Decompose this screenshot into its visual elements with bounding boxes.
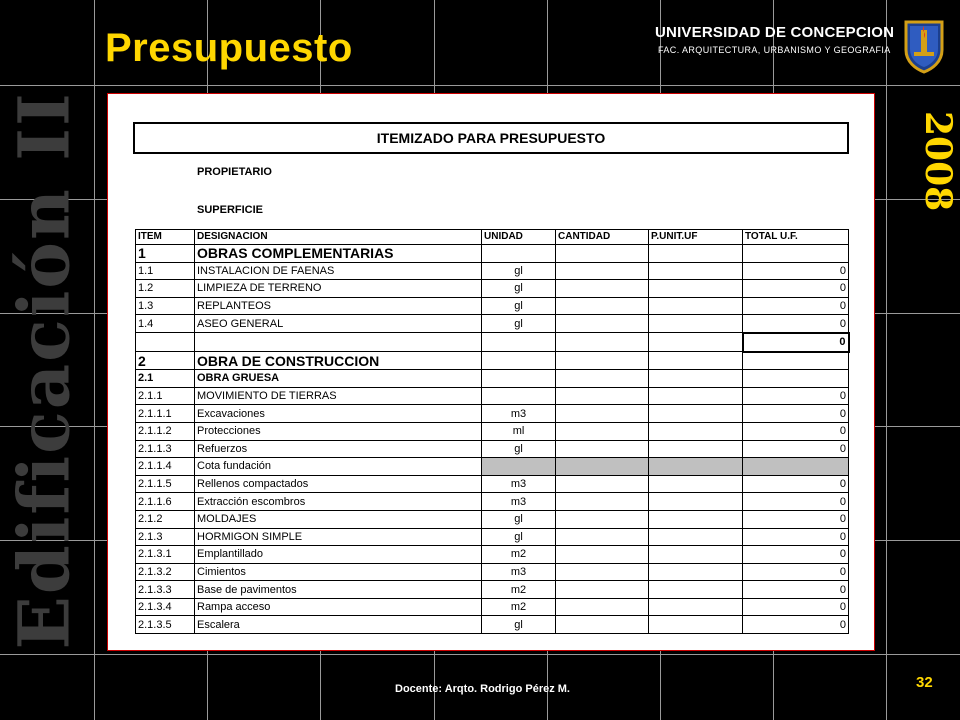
cell-unit-price — [649, 280, 743, 298]
table-row — [136, 315, 849, 333]
cell-item: 2.1.2 — [136, 510, 195, 528]
cell-designation: Emplantillado — [195, 546, 482, 564]
cell-item: 1 — [136, 245, 195, 263]
cell-designation — [195, 333, 482, 352]
cell-item: 2.1.1.4 — [136, 458, 195, 476]
cell-designation: ASEO GENERAL — [195, 315, 482, 333]
cell-item: 2.1.1.3 — [136, 440, 195, 458]
cell-total: 0 — [743, 528, 849, 546]
cell-unit: gl — [482, 262, 556, 280]
cell-unit-price — [649, 546, 743, 564]
cell-unit-price — [649, 598, 743, 616]
cell-quantity — [556, 370, 649, 388]
cell-quantity — [556, 333, 649, 352]
cell-unit: m3 — [482, 405, 556, 423]
university-crest-icon — [900, 16, 948, 74]
course-vertical-title: Edificación II — [2, 91, 86, 650]
cell-item: 2.1.1.1 — [136, 405, 195, 423]
cell-total — [743, 370, 849, 388]
cell-quantity — [556, 352, 649, 370]
header-unit-price: P.UNIT.UF — [649, 230, 743, 245]
cell-item: 2.1.3.2 — [136, 563, 195, 581]
cell-unit-price — [649, 422, 743, 440]
cell-unit-price — [649, 510, 743, 528]
cell-unit-price — [649, 458, 743, 476]
cell-total: 0 — [743, 440, 849, 458]
cell-unit-price — [649, 297, 743, 315]
cell-item: 1.3 — [136, 297, 195, 315]
table-row — [136, 370, 849, 388]
cell-quantity — [556, 440, 649, 458]
cell-total: 0 — [743, 422, 849, 440]
cell-unit: m3 — [482, 493, 556, 511]
cell-total: 0 — [743, 333, 849, 352]
cell-unit-price — [649, 352, 743, 370]
cell-designation: Refuerzos — [195, 440, 482, 458]
cell-item: 1.2 — [136, 280, 195, 298]
cell-unit-price — [649, 440, 743, 458]
cell-unit: m3 — [482, 475, 556, 493]
table-row — [136, 458, 849, 476]
cell-total: 0 — [743, 510, 849, 528]
cell-total: 0 — [743, 563, 849, 581]
table-row — [136, 616, 849, 634]
cell-item: 2.1.3.3 — [136, 581, 195, 599]
table-row — [136, 333, 849, 352]
table-row — [136, 387, 849, 405]
grid-line — [0, 85, 960, 86]
owner-label: PROPIETARIO — [197, 166, 272, 178]
cell-quantity — [556, 493, 649, 511]
cell-quantity — [556, 510, 649, 528]
cell-item: 2.1.1.2 — [136, 422, 195, 440]
cell-total: 0 — [743, 297, 849, 315]
table-row — [136, 528, 849, 546]
cell-designation: REPLANTEOS — [195, 297, 482, 315]
header-unit: UNIDAD — [482, 230, 556, 245]
cell-unit-price — [649, 405, 743, 423]
table-row — [136, 598, 849, 616]
cell-quantity — [556, 546, 649, 564]
table-row — [136, 352, 849, 370]
cell-item: 2.1.3.5 — [136, 616, 195, 634]
cell-unit: ml — [482, 422, 556, 440]
slide-title: Presupuesto — [105, 26, 353, 70]
cell-designation: Rampa acceso — [195, 598, 482, 616]
course-year: 2008 — [917, 111, 959, 212]
cell-quantity — [556, 315, 649, 333]
cell-designation: HORMIGON SIMPLE — [195, 528, 482, 546]
cell-item — [136, 333, 195, 352]
grid-line — [0, 654, 960, 655]
budget-document — [107, 93, 875, 651]
cell-quantity — [556, 563, 649, 581]
cell-unit-price — [649, 370, 743, 388]
table-row — [136, 440, 849, 458]
table-row — [136, 581, 849, 599]
cell-unit — [482, 458, 556, 476]
table-row — [136, 245, 849, 263]
cell-unit-price — [649, 245, 743, 263]
cell-total: 0 — [743, 405, 849, 423]
cell-unit: gl — [482, 528, 556, 546]
cell-total: 0 — [743, 280, 849, 298]
cell-quantity — [556, 528, 649, 546]
cell-unit-price — [649, 387, 743, 405]
cell-unit-price — [649, 563, 743, 581]
cell-item: 2.1.3.4 — [136, 598, 195, 616]
cell-total — [743, 245, 849, 263]
cell-designation: OBRA GRUESA — [195, 370, 482, 388]
cell-unit: gl — [482, 280, 556, 298]
cell-quantity — [556, 245, 649, 263]
cell-unit: gl — [482, 510, 556, 528]
cell-unit-price — [649, 581, 743, 599]
cell-total: 0 — [743, 387, 849, 405]
header-total: TOTAL U.F. — [743, 230, 849, 245]
cell-quantity — [556, 387, 649, 405]
cell-unit — [482, 387, 556, 405]
cell-unit-price — [649, 475, 743, 493]
cell-unit — [482, 245, 556, 263]
cell-quantity — [556, 458, 649, 476]
cell-item: 2.1.1.6 — [136, 493, 195, 511]
cell-quantity — [556, 262, 649, 280]
table-row — [136, 422, 849, 440]
cell-item: 2.1 — [136, 370, 195, 388]
cell-designation: Extracción escombros — [195, 493, 482, 511]
grid-line — [94, 0, 95, 720]
budget-table — [135, 229, 850, 634]
document-title: ITEMIZADO PARA PRESUPUESTO — [133, 122, 849, 154]
header-designation: DESIGNACION — [195, 230, 482, 245]
cell-designation: Base de pavimentos — [195, 581, 482, 599]
cell-designation: INSTALACION DE FAENAS — [195, 262, 482, 280]
cell-designation: Cota fundación — [195, 458, 482, 476]
table-row — [136, 297, 849, 315]
cell-total: 0 — [743, 546, 849, 564]
cell-total: 0 — [743, 616, 849, 634]
cell-quantity — [556, 297, 649, 315]
cell-quantity — [556, 598, 649, 616]
cell-unit: gl — [482, 315, 556, 333]
cell-item: 1.1 — [136, 262, 195, 280]
cell-designation: Cimientos — [195, 563, 482, 581]
cell-item: 2.1.3 — [136, 528, 195, 546]
header-item: ITEM — [136, 230, 195, 245]
page-number: 32 — [916, 674, 933, 691]
cell-unit: m2 — [482, 546, 556, 564]
cell-quantity — [556, 405, 649, 423]
cell-item: 2.1.1 — [136, 387, 195, 405]
cell-quantity — [556, 280, 649, 298]
table-row — [136, 493, 849, 511]
cell-item: 2.1.1.5 — [136, 475, 195, 493]
cell-item: 2 — [136, 352, 195, 370]
cell-unit: m3 — [482, 563, 556, 581]
cell-designation: MOVIMIENTO DE TIERRAS — [195, 387, 482, 405]
faculty-name: FAC. ARQUITECTURA, URBANISMO Y GEOGRAFIA — [658, 45, 891, 55]
cell-unit: gl — [482, 297, 556, 315]
cell-unit-price — [649, 333, 743, 352]
cell-designation: MOLDAJES — [195, 510, 482, 528]
table-row — [136, 546, 849, 564]
cell-unit: m2 — [482, 598, 556, 616]
cell-unit: gl — [482, 440, 556, 458]
cell-unit — [482, 352, 556, 370]
cell-quantity — [556, 581, 649, 599]
cell-unit-price — [649, 528, 743, 546]
university-name: UNIVERSIDAD DE CONCEPCION — [655, 24, 895, 41]
cell-designation: Escalera — [195, 616, 482, 634]
cell-designation: Excavaciones — [195, 405, 482, 423]
cell-designation: OBRA DE CONSTRUCCION — [195, 352, 482, 370]
cell-total: 0 — [743, 315, 849, 333]
cell-designation: Protecciones — [195, 422, 482, 440]
cell-quantity — [556, 422, 649, 440]
cell-unit-price — [649, 616, 743, 634]
cell-unit-price — [649, 315, 743, 333]
cell-total — [743, 458, 849, 476]
cell-total — [743, 352, 849, 370]
cell-total: 0 — [743, 598, 849, 616]
cell-total: 0 — [743, 262, 849, 280]
cell-unit: gl — [482, 616, 556, 634]
cell-unit-price — [649, 493, 743, 511]
cell-designation: LIMPIEZA DE TERRENO — [195, 280, 482, 298]
table-header-row — [136, 230, 849, 245]
cell-total: 0 — [743, 493, 849, 511]
cell-unit — [482, 370, 556, 388]
cell-total: 0 — [743, 581, 849, 599]
table-row — [136, 280, 849, 298]
teacher-credit: Docente: Arqto. Rodrigo Pérez M. — [395, 683, 570, 695]
table-row — [136, 563, 849, 581]
table-row — [136, 510, 849, 528]
cell-item: 2.1.3.1 — [136, 546, 195, 564]
table-row — [136, 405, 849, 423]
grid-line — [886, 0, 887, 720]
cell-quantity — [556, 475, 649, 493]
table-row — [136, 475, 849, 493]
cell-unit: m2 — [482, 581, 556, 599]
table-row — [136, 262, 849, 280]
cell-designation: Rellenos compactados — [195, 475, 482, 493]
cell-item: 1.4 — [136, 315, 195, 333]
cell-designation: OBRAS COMPLEMENTARIAS — [195, 245, 482, 263]
cell-total: 0 — [743, 475, 849, 493]
surface-label: SUPERFICIE — [197, 204, 264, 216]
cell-quantity — [556, 616, 649, 634]
cell-unit — [482, 333, 556, 352]
header-quantity: CANTIDAD — [556, 230, 649, 245]
cell-unit-price — [649, 262, 743, 280]
